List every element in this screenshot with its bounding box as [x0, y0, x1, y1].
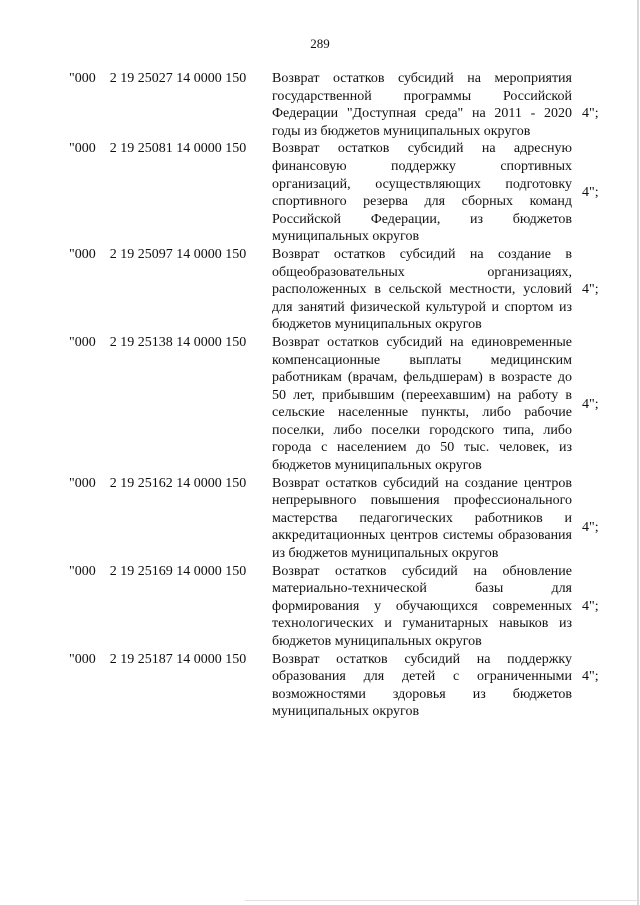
list-item [0, 563, 640, 651]
entry-suffix: 4"; [582, 668, 599, 684]
code-prefix: "000 [69, 71, 96, 86]
list-item [0, 334, 640, 475]
budget-code [69, 475, 246, 493]
entry-description: Возврат остатков субсидий на обновление материально-технической базы для формирования у обучающихся современных технологических и гуманитарных навыков из бюджетов муниципальных округов [272, 563, 572, 649]
entry-description: Возврат остатков субсидий на адресную финансовую поддержку спортивных организаций, осуществляющих подготовку спортивного резерва для сборных команд Российской Федерации, из бюджетов муниципальных округов [272, 141, 572, 245]
code-value: 2 19 25097 14 0000 150 [109, 246, 247, 262]
code-value: 2 19 25169 14 0000 150 [109, 563, 247, 579]
code-value: 2 19 25138 14 0000 150 [109, 334, 247, 350]
page-number: 289 [310, 36, 330, 51]
code-prefix: "000 [69, 246, 96, 262]
page-edge-right [637, 0, 639, 905]
entry-description: Возврат остатков субсидий на создание центров непрерывного повышения профессионального мастерства педагогических работников и аккредитационных центров системы образования из бюджетов муниципальных округов [272, 475, 572, 562]
entry-description: Возврат остатков субсидий на поддержку образования для детей с ограниченными возможностями здоровья из бюджетов муниципальных округов [272, 651, 572, 720]
code-prefix: "000 [69, 334, 96, 350]
code-prefix: "000 [69, 475, 96, 491]
entry-suffix: 4"; [582, 598, 599, 614]
code-value: 2 19 25081 14 0000 150 [109, 141, 247, 157]
entry-suffix: 4"; [582, 106, 599, 121]
code-value: 2 19 25162 14 0000 150 [109, 475, 247, 491]
code-value: 2 19 25027 14 0000 150 [109, 71, 247, 86]
budget-code [69, 140, 246, 158]
entry-description: Возврат остатков субсидий на единовременные компенсационные выплаты медицинским работникам (врачам, фельдшерам) в возрасте до 50 лет, прибывшим (переехавшим) на работу в сельские населенные пункты, либо рабочие поселки, либо поселки городского типа, либо города с населением до 50 тыс. человек, из бюджетов муниципальных округов [272, 334, 572, 474]
entry-suffix: 4"; [582, 396, 599, 412]
entry-suffix: 4"; [582, 185, 599, 201]
list-item [0, 475, 640, 563]
budget-code [69, 563, 246, 581]
budget-code [69, 246, 246, 264]
code-prefix: "000 [69, 651, 96, 667]
list-item [0, 651, 640, 721]
entry-description: Возврат остатков субсидий на создание в общеобразовательных организациях, расположенных в сельской местности, условий для занятий физической культурой и спортом из бюджетов муниципальных округов [272, 246, 572, 333]
budget-code [69, 70, 246, 88]
page-edge-bottom [245, 900, 640, 901]
code-prefix: "000 [69, 563, 96, 579]
budget-code [69, 651, 246, 669]
list-item [0, 70, 640, 140]
budget-code [69, 334, 246, 352]
entry-description: Возврат остатков субсидий на мероприятия государственной программы Российской Федерации "Доступная среда" на 2011 - 2020 годы из бюджетов муниципальных округов [272, 71, 572, 139]
entry-suffix: 4"; [582, 519, 599, 535]
code-prefix: "000 [69, 141, 96, 157]
entry-suffix: 4"; [582, 281, 599, 297]
code-value: 2 19 25187 14 0000 150 [109, 651, 247, 667]
budget-code-list [0, 70, 640, 721]
list-item [0, 246, 640, 334]
list-item [0, 140, 640, 246]
